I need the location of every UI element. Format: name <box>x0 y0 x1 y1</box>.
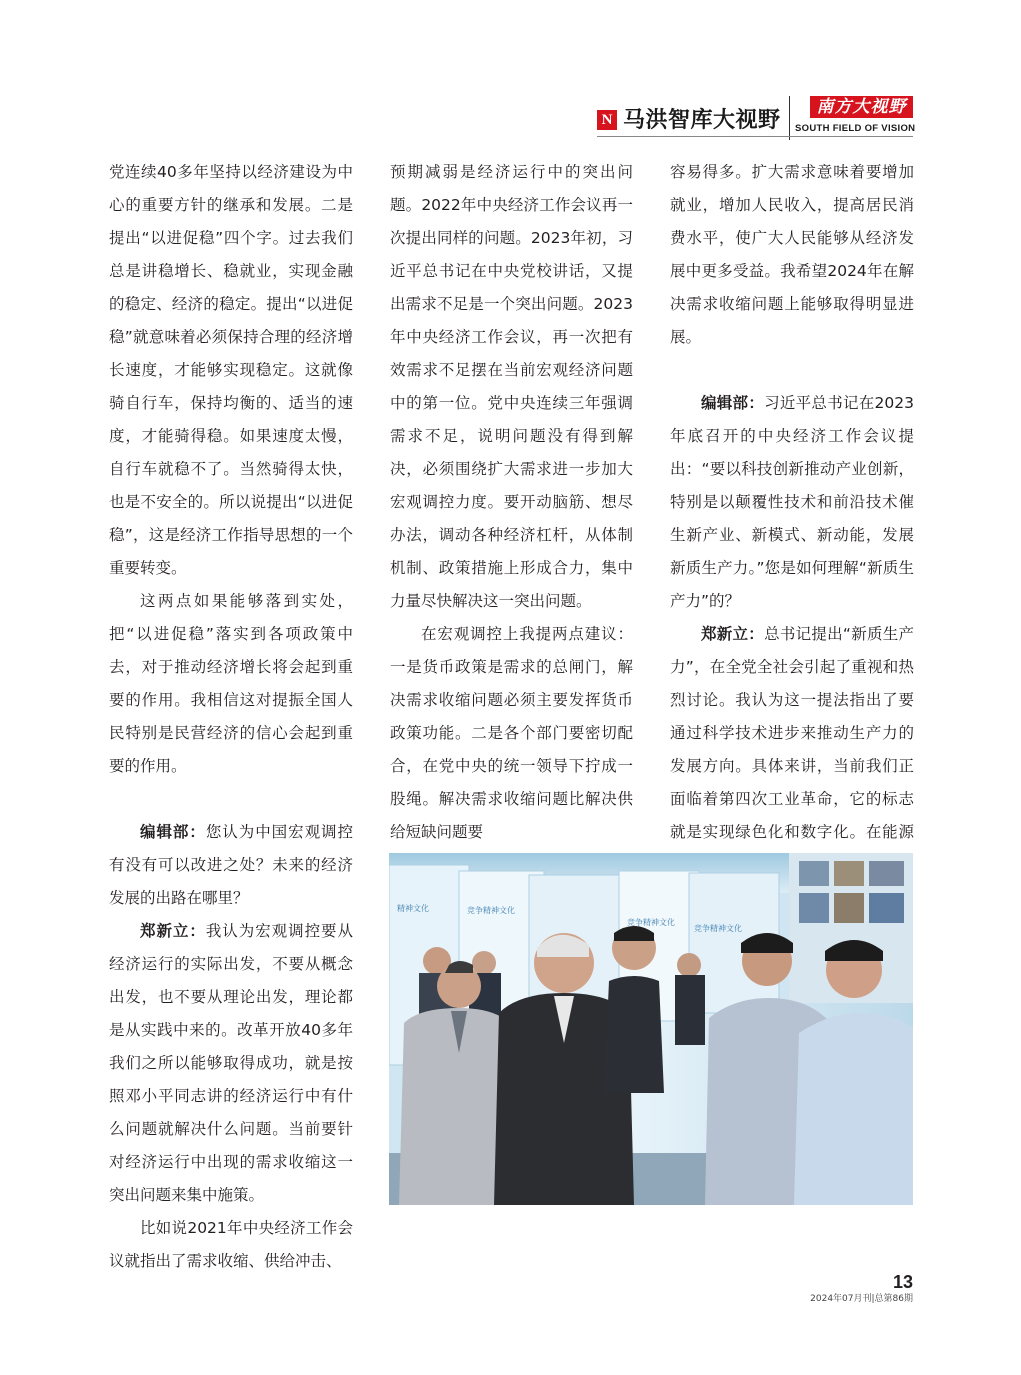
column-title: 马洪智库大视野 <box>623 107 781 133</box>
speaker-label: 编辑部： <box>701 394 765 412</box>
panel-text: 竞争精神文化 <box>467 906 515 915</box>
question-paragraph <box>670 387 914 618</box>
header-rule <box>597 136 913 137</box>
panel-text: 竞争精神文化 <box>694 924 742 933</box>
panel-text: 精神文化 <box>397 904 429 913</box>
paragraph: 这两点如果能够落到实处，把“以进促稳”落实到各项政策中去，对于推动经济增长将会起到重要的作用。我相信这对提振全国人民特别是民营经济的信心会起到重要的作用。 <box>109 592 353 775</box>
text-column-1 <box>109 156 353 1278</box>
question-text: 习近平总书记在2023年底召开的中央经济工作会议提出：“要以科技创新推动产业创新，特别是以颠覆性技术和前沿技术催生新产业、新模式、新动能，发展新质生产力。”您是如何理解“新质生产力”的？ <box>670 394 914 610</box>
text-column-3 <box>670 156 914 882</box>
question-text: 您认为中国宏观调控有没有可以改进之处？未来的经济发展的出路在哪里？ <box>109 823 353 907</box>
paragraph: 党连续40多年坚持以经济建设为中心的重要方针的继承和发展。二是提出“以进促稳”四个字。过去我们总是讲稳增长、稳就业，实现金融的稳定、经济的稳定。提出“以进促稳”就意味着必须保持合理的经济增长速度，才能够实现稳定。这就像骑自行车，保持均衡的、适当的速度，才能骑得稳。如果速度太慢，自行车就稳不了。当然骑得太快，也是不安全的。所以说提出“以进促稳”，这是经济工作指导思想的一个重要转变。 <box>109 163 353 577</box>
panel-text: 竞争精神文化 <box>627 918 675 927</box>
news-photo <box>389 853 913 1205</box>
speaker-label: 郑新立： <box>701 625 765 643</box>
paragraph: 在宏观调控上我提两点建议：一是货币政策是需求的总闸门，解决需求收缩问题必须主要发挥货币政策功能。二是各个部门要密切配合，在党中央的统一领导下拧成一股绳。解决需求收缩问题比解决供给短缺问题要 <box>390 625 633 841</box>
page-number: 13 <box>892 1272 913 1292</box>
speaker-label: 编辑部： <box>140 823 206 841</box>
answer-paragraph <box>109 915 353 1212</box>
brand-logo-en: SOUTH FIELD OF VISION <box>795 123 916 134</box>
answer-text: 总书记提出“新质生产力”，在全党全社会引起了重视和热烈讨论。我认为这一提法指出了要通过科学技术进步来推动生产力的发展方向。具体来讲，当前我们正面临着第四次工业革命，它的标志就是实现绿色化和数字化。在能源 <box>670 625 914 841</box>
header-divider <box>789 96 790 140</box>
answer-text: 我认为宏观调控要从经济运行的实际出发，不要从概念出发，也不要从理论出发，理论都是从实践中来的。改革开放40多年我们之所以能够取得成功，就是按照邓小平同志讲的经济运行中有什么问题就解决什么问题。当前要针对经济运行中出现的需求收缩这一突出问题来集中施策。 <box>109 922 353 1204</box>
speaker-label: 郑新立： <box>140 922 206 940</box>
page-header <box>597 86 916 142</box>
brand-logo-cn: 南方大视野 <box>810 96 913 118</box>
question-paragraph <box>109 816 353 915</box>
logo-n-icon: N <box>597 110 617 130</box>
paragraph: 预期减弱是经济运行中的突出问题。2022年中央经济工作会议再一次提出同样的问题。2023年初，习近平总书记在中央党校讲话，又提出需求不足是一个突出问题。2023年中央经济工作会议，再一次把有效需求不足摆在当前宏观经济问题中的第一位。党中央连续三年强调需求不足，说明问题没有得到解决，必须围绕扩大需求进一步加大宏观调控力度。要开动脑筋、想尽办法，调动各种经济杠杆，从体制机制、政策措施上形成合力，集中力量尽快解决这一突出问题。 <box>390 163 633 610</box>
paragraph: 比如说2021年中央经济工作会议就指出了需求收缩、供给冲击、 <box>109 1219 353 1270</box>
text-column-2 <box>390 156 633 849</box>
issue-info: 2024年07月刊|总第86期 <box>810 1294 913 1304</box>
paragraph: 容易得多。扩大需求意味着要增加就业，增加人民收入，提高居民消费水平，使广大人民能够从经济发展中更多受益。我希望2024年在解决需求收缩问题上能够取得明显进展。 <box>670 163 914 346</box>
answer-paragraph <box>670 618 914 882</box>
